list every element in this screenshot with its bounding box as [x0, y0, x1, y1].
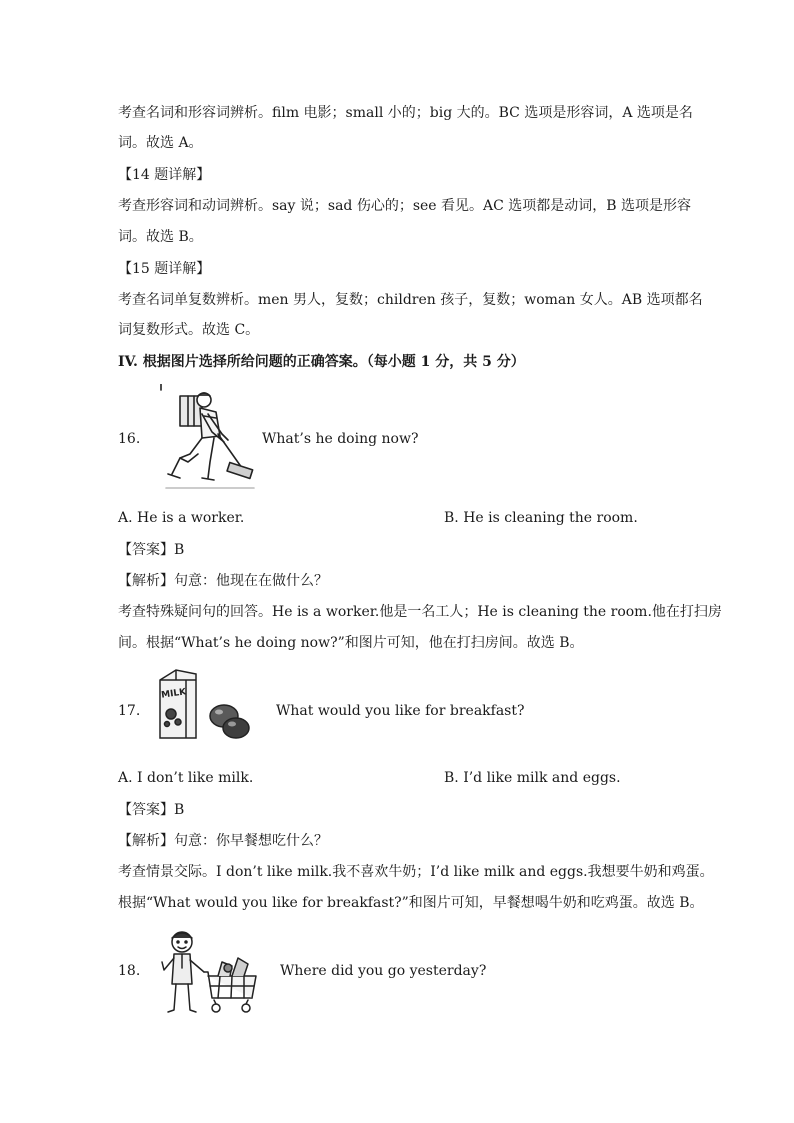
answer-label: 【答案】B [118, 542, 185, 558]
explanation-line: 考查形容词和动词辨析。say 说；sad 伤心的；see 看见。AC 选项都是动词，B 选项是形容 [118, 198, 692, 214]
question-text: What would you like for breakfast? [276, 703, 525, 719]
option-a: A. I don’t like milk. [118, 770, 254, 786]
explanation-line: 考查特殊疑问句的回答。He is a worker.他是一名工人；He is cleaning the room.他在打扫房 [118, 604, 722, 620]
analysis-line: 【解析】句意：你早餐想吃什么？ [118, 833, 328, 849]
explanation-line: 词。故选 B。 [118, 229, 203, 245]
explanation-line: 考查名词和形容词辨析。film 电影；small 小的；big 大的。BC 选项是形容词，A 选项是名 [118, 105, 693, 121]
question-text: Where did you go yesterday? [280, 963, 487, 979]
question-number: 16. [118, 431, 141, 447]
option-b: B. He is cleaning the room. [444, 510, 638, 526]
option-b: B. I’d like milk and eggs. [444, 770, 621, 786]
explanation-line: 根据“What would you like for breakfast?”和图片可知，早餐想喝牛奶和吃鸡蛋。故选 B。 [118, 895, 704, 911]
question-header: 【14 题详解】 [118, 167, 211, 183]
explanation-line: 词。故选 A。 [118, 135, 203, 151]
explanation-line: 间。根据“What’s he doing now?”和图片可知，他在打扫房间。故选 B。 [118, 635, 584, 651]
question-number: 18. [118, 963, 141, 979]
option-a: A. He is a worker. [118, 510, 245, 526]
answer-label: 【答案】B [118, 802, 185, 818]
milk-carton-label: MILK [160, 687, 187, 701]
analysis-line: 【解析】句意：他现在在做什么？ [118, 573, 328, 589]
section-title: IV. 根据图片选择所给问题的正确答案。（每小题 1 分，共 5 分） [118, 354, 525, 370]
man-shopping-cart-icon [160, 928, 264, 1018]
explanation-line: 考查情景交际。I don’t like milk.我不喜欢牛奶；I’d like milk and eggs.我想要牛奶和鸡蛋。 [118, 864, 714, 880]
question-number: 17. [118, 703, 141, 719]
question-header: 【15 题详解】 [118, 261, 211, 277]
milk-and-eggs-icon [156, 666, 252, 742]
explanation-line: 考查名词单复数辨析。men 男人，复数；children 孩子，复数；woman 女人。AB 选项都名 [118, 292, 703, 308]
man-sweeping-icon [158, 384, 262, 492]
explanation-line: 词复数形式。故选 C。 [118, 322, 260, 338]
question-text: What’s he doing now? [262, 431, 419, 447]
